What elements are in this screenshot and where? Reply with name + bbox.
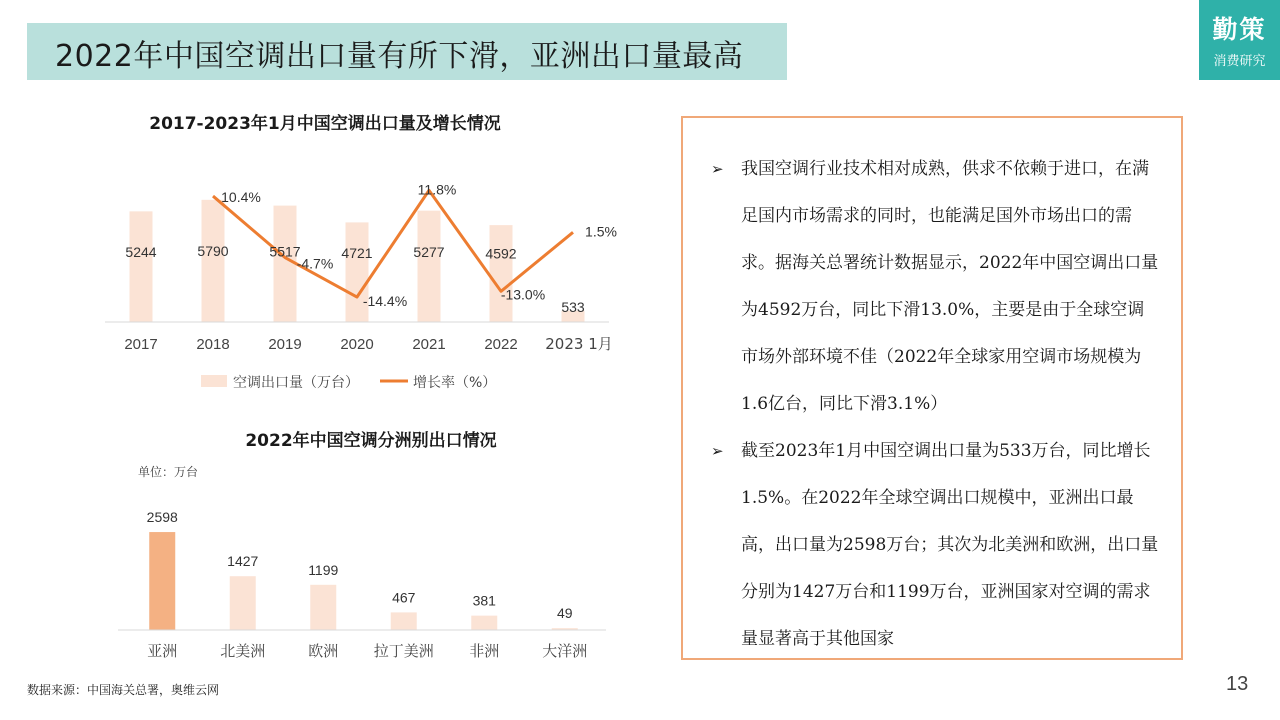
export-bar: [418, 211, 441, 322]
x-tick-label: 2021: [412, 336, 446, 353]
logo-sub-text: 消费研究: [1213, 54, 1266, 69]
x-tick-label: 欧洲: [308, 642, 339, 660]
growth-label: 10.4%: [221, 189, 261, 206]
analysis-bullet-2: [711, 428, 1159, 663]
bar-value-label: 4721: [341, 245, 373, 262]
bullet-text: 我国空调行业技术相对成熟，供求不依赖于进口，在满足国内市场需求的同时，也能满足国外市场出口的需求。据海关总署统计数据显示，2022年中国空调出口量为4592万台，同比下滑13.0%，主要是由于全球空调市场外部环境不佳（2022年全球家用空调市场规模为1.6亿台，同比下滑3.1%）: [741, 159, 1159, 414]
bar-value-label: 533: [561, 299, 585, 315]
growth-line: [213, 190, 573, 297]
arrow-bullet-icon: ➢: [711, 160, 724, 178]
x-tick-label: 大洋洲: [542, 642, 588, 660]
logo-main-text: 勤策: [1212, 15, 1267, 44]
export-bar: [274, 206, 297, 322]
growth-label: 1.5%: [585, 223, 617, 240]
brand-logo: [1199, 0, 1280, 80]
continent-bar: [391, 612, 417, 630]
continent-bar: [149, 532, 175, 630]
legend-bar-label: 空调出口量（万台）: [233, 375, 359, 391]
bar-value-label: 381: [472, 592, 496, 609]
x-tick-label: 2017: [124, 336, 158, 353]
bar-value-label: 5517: [269, 243, 301, 260]
bar-value-label: 2598: [146, 509, 178, 526]
bar-value-label: 1199: [308, 561, 339, 578]
analysis-bullet-1: [711, 146, 1159, 428]
export-trend-chart: [100, 108, 620, 398]
x-tick-label: 2018: [196, 336, 230, 353]
growth-label: 11.8%: [417, 181, 457, 198]
legend-bar-swatch: [201, 375, 227, 387]
legend-line-label: 增长率（%）: [413, 375, 497, 391]
continent-bar: [230, 576, 256, 630]
analysis-bullets: [683, 118, 1181, 663]
x-tick-label: 亚洲: [147, 642, 178, 660]
bar-value-label: 5277: [413, 243, 445, 260]
chart-title: 2017-2023年1月中国空调出口量及增长情况: [149, 114, 501, 134]
x-tick-label: 2022: [484, 336, 518, 353]
x-tick-label: 2019: [268, 336, 302, 353]
x-tick-label: 北美洲: [220, 642, 266, 660]
x-tick-label: 拉丁美洲: [373, 642, 434, 660]
continent-bar: [471, 616, 497, 630]
analysis-text-box: [681, 116, 1183, 660]
title-banner: [27, 23, 787, 80]
unit-label: 单位：万台: [138, 465, 199, 479]
bar-value-label: 467: [392, 589, 416, 606]
growth-label: -4.7%: [296, 255, 334, 272]
x-tick-label: 2023 1月: [545, 335, 613, 353]
x-tick-label: 非洲: [469, 642, 500, 660]
bar-value-label: 1427: [227, 553, 259, 570]
bullet-text: 截至2023年1月中国空调出口量为533万台，同比增长1.5%。在2022年全球空调出口规模中，亚洲出口最高，出口量为2598万台；其次为北美洲和欧洲，出口量分别为1427万台和1199万台，亚洲国家对空调的需求量显著高于其他国家: [741, 441, 1159, 649]
export-bar: [202, 200, 225, 322]
export-bar: [490, 225, 513, 322]
x-tick-label: 2020: [340, 336, 374, 353]
arrow-bullet-icon: ➢: [711, 442, 724, 460]
bar-value-label: 5244: [125, 243, 157, 260]
bar-value-label: 49: [556, 605, 573, 622]
growth-label: -14.4%: [362, 293, 408, 310]
data-source: 数据来源：中国海关总署，奥维云网: [27, 683, 220, 697]
page-number: 13: [1226, 673, 1249, 695]
page-title: 2022年中国空调出口量有所下滑，亚洲出口量最高: [55, 39, 744, 74]
continent-export-chart: [100, 425, 620, 665]
continent-bar: [310, 585, 336, 630]
export-bar: [130, 211, 153, 322]
bar-value-label: 4592: [485, 245, 517, 262]
growth-label: -13.0%: [500, 286, 546, 303]
chart-title: 2022年中国空调分洲别出口情况: [245, 431, 497, 451]
bar-value-label: 5790: [197, 242, 229, 259]
